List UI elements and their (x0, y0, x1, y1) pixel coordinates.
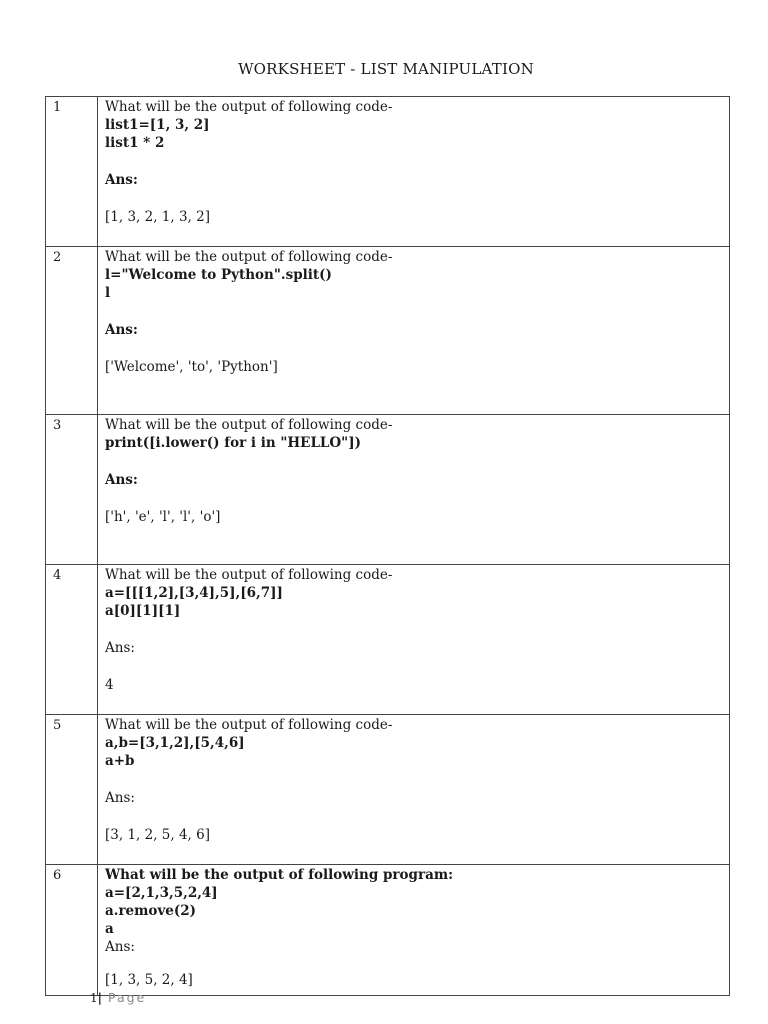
code-line: l="Welcome to Python".split() (105, 267, 332, 283)
page-number: 1 (90, 991, 98, 1005)
question-prompt: What will be the output of following program: (105, 867, 454, 883)
answer-label: Ans: (105, 172, 138, 188)
question-row (46, 415, 730, 565)
answer-label: Ans: (105, 322, 138, 338)
code-line: a+b (105, 753, 135, 769)
question-body (98, 865, 730, 996)
answer-label: Ans: (105, 472, 138, 488)
question-row (46, 97, 730, 247)
code-line: l (105, 285, 111, 301)
answer-text: [1, 3, 5, 2, 4] (105, 972, 193, 988)
worksheet-table (45, 96, 730, 996)
question-body (98, 97, 730, 247)
code-line: a=[2,1,3,5,2,4] (105, 885, 218, 901)
question-number: 4 (46, 565, 98, 715)
question-number: 5 (46, 715, 98, 865)
code-line: a,b=[3,1,2],[5,4,6] (105, 735, 245, 751)
question-row (46, 565, 730, 715)
question-prompt: What will be the output of following code- (105, 99, 393, 115)
page-title: WORKSHEET - LIST MANIPULATION (238, 60, 534, 78)
code-line: a (105, 921, 114, 937)
page-label: Page (102, 990, 147, 1005)
code-line: a=[[[1,2],[3,4],5],[6,7]] (105, 585, 283, 601)
question-body (98, 715, 730, 865)
question-prompt: What will be the output of following code- (105, 717, 393, 733)
question-body (98, 247, 730, 415)
answer-text: [3, 1, 2, 5, 4, 6] (105, 827, 210, 843)
code-line: list1=[1, 3, 2] (105, 117, 210, 133)
question-prompt: What will be the output of following code- (105, 249, 393, 265)
question-number: 2 (46, 247, 98, 415)
answer-text: ['h', 'e', 'l', 'l', 'o'] (105, 509, 221, 525)
question-row (46, 865, 730, 996)
answer-label: Ans: (105, 640, 135, 656)
code-line: a[0][1][1] (105, 603, 181, 619)
code-line: list1 * 2 (105, 135, 165, 151)
question-prompt: What will be the output of following code- (105, 417, 393, 433)
question-body (98, 415, 730, 565)
page-footer (90, 990, 146, 1005)
question-row (46, 247, 730, 415)
question-number: 3 (46, 415, 98, 565)
page-separator: | (97, 991, 103, 1005)
code-line: print([i.lower() for i in "HELLO"]) (105, 435, 361, 451)
answer-text: ['Welcome', 'to', 'Python'] (105, 359, 278, 375)
question-prompt: What will be the output of following code- (105, 567, 393, 583)
question-body (98, 565, 730, 715)
answer-text: 4 (105, 677, 114, 693)
answer-label: Ans: (105, 790, 135, 806)
answer-label: Ans: (105, 939, 135, 955)
answer-text: [1, 3, 2, 1, 3, 2] (105, 209, 210, 225)
code-line: a.remove(2) (105, 903, 197, 919)
question-number: 1 (46, 97, 98, 247)
question-row (46, 715, 730, 865)
question-number: 6 (46, 865, 98, 996)
